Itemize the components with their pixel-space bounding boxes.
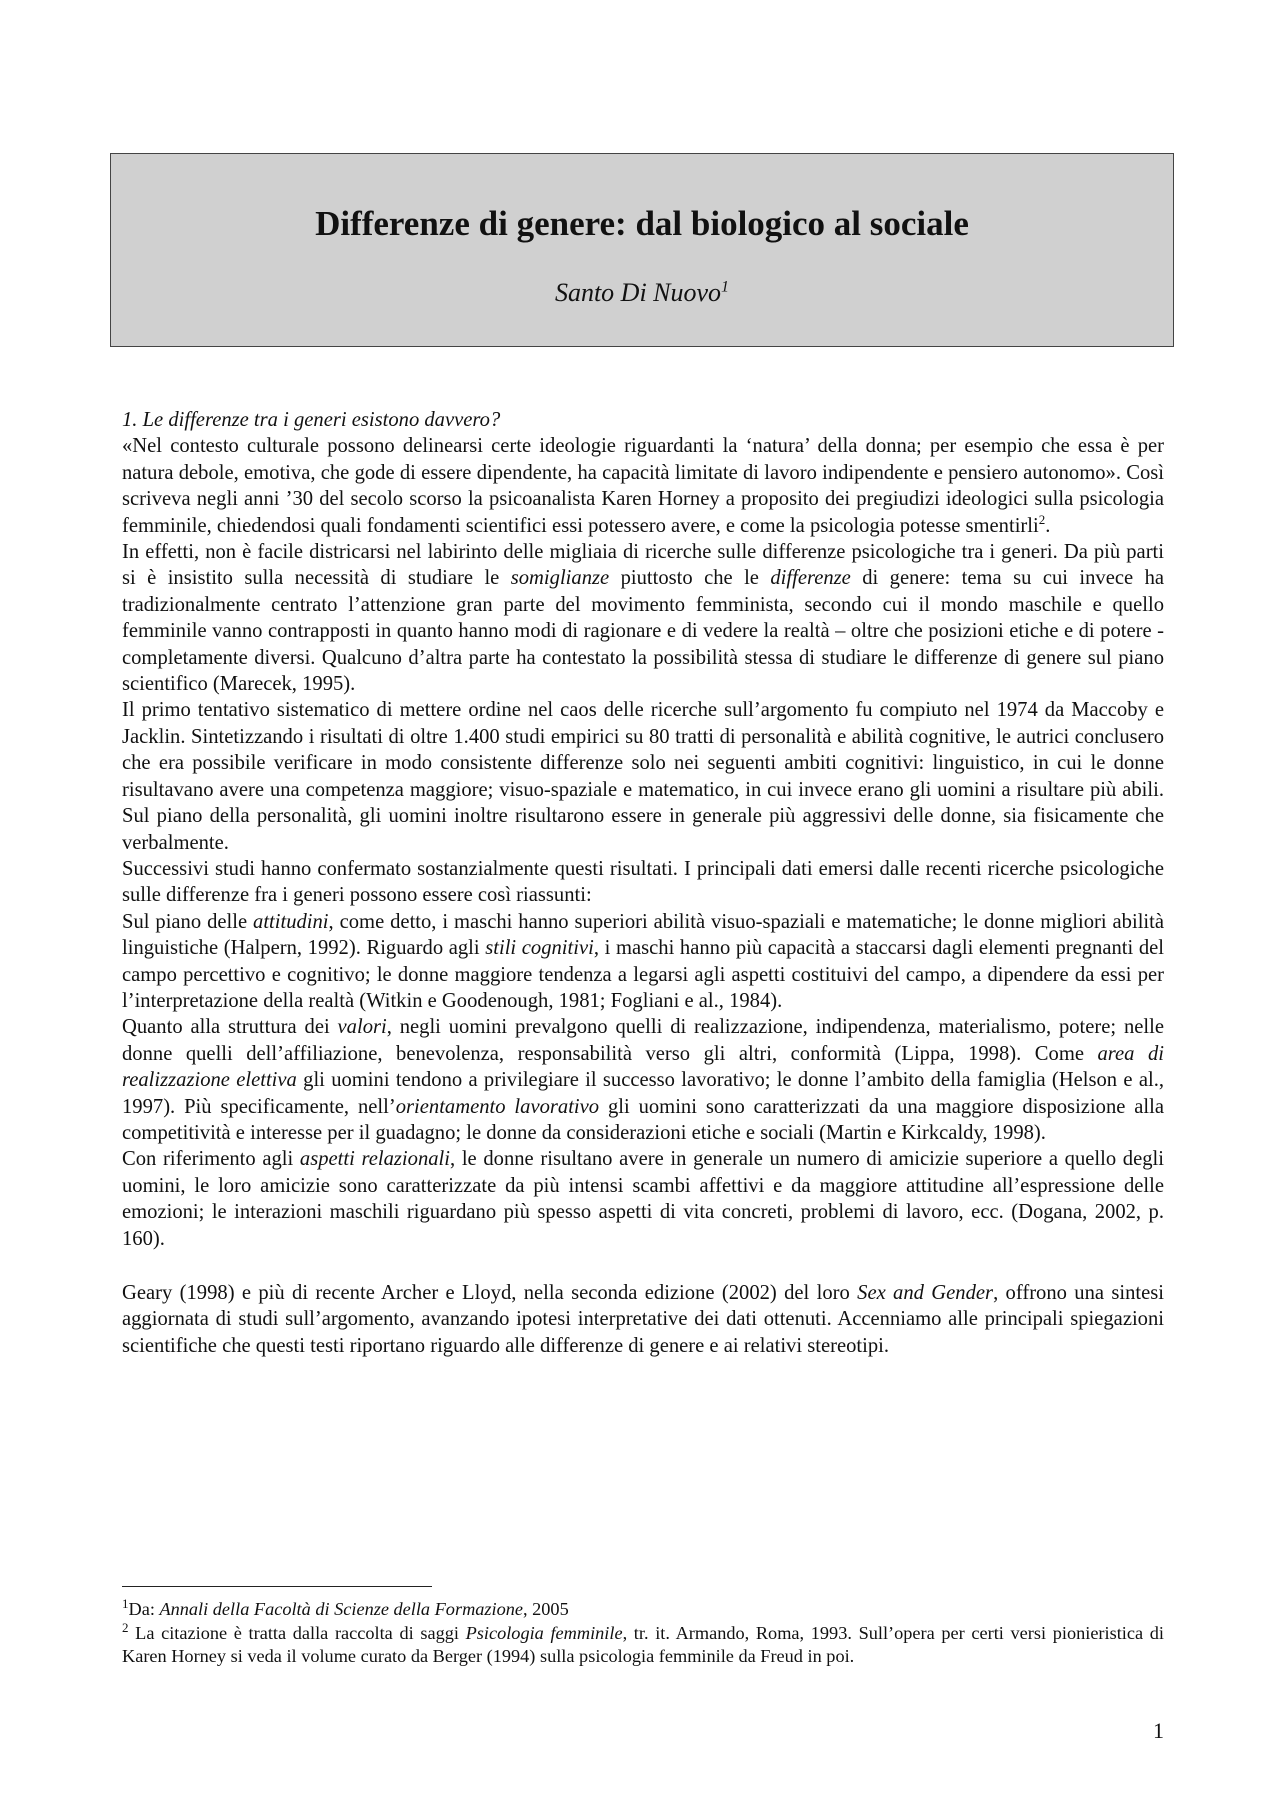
paragraph-4: Successivi studi hanno confermato sostanzialmente questi risultati. I principali dati emersi dalle recenti ricerche psicologiche sulle differenze fra i generi possono essere così riassunti: [122, 857, 1164, 907]
paragraph-7 [122, 1146, 1164, 1252]
paragraph-5-text-c: , i maschi hanno più capacità a staccarsi dagli elementi pregnanti del campo percettivo e cognitivo; le donne maggiore tendenza a legarsi agli aspetti costituivi del campo, a dipendere da essi per l’interpretazione della realtà (Witkin e Goodenough, 1981; Fogliani e al., 1984). [122, 937, 1165, 1012]
paragraph-1-text: «Nel contesto culturale possono delinearsi certe ideologie riguardanti la ‘natura’ della donna; per esempio che essa è per natura debole, emotiva, che gode di essere dipendente, ha capacità limitate di lavoro indipendente e pensiero autonomo». Così scriveva negli anni ’30 del secolo scorso la psicoanalista Karen Horney a proposito dei pregiudizi ideologici sulla psicologia femminile, chiedendosi quali fondamenti scientifici essi potessero avere, e come la psicologia potesse smentirli [122, 435, 1164, 537]
footnote-2-text-b: , tr. it. Armando, Roma, 1993. Sull’opera per certi versi pionieristica di Karen Horney si veda il volume curato da Berger (1994) sulla psicologia femminile da Freud in poi. [122, 1622, 1164, 1666]
paragraph-8 [122, 1280, 1164, 1359]
paragraph-8-text-b: , offrono una sintesi aggiornata di studi sull’argomento, avanzando ipotesi interpretative dei dati ottenuti. Accenniamo alle principali spiegazioni scientifiche che questi testi riportano riguardo alle differenze di genere e ai relativi stereotipi. [122, 1282, 1164, 1357]
emphasis-attitudini: attitudini [253, 910, 329, 933]
emphasis-stili-cognitivi: stili cognitivi [485, 937, 594, 960]
paragraph-7-text-a: Con riferimento agli [122, 1148, 300, 1171]
body-text [122, 407, 1164, 1359]
footnote-1 [122, 1595, 1164, 1622]
emphasis-somiglianze: somiglianze [510, 567, 610, 590]
paragraph-2-text-a: In effetti, non è facile districarsi nel labirinto delle migliaia di ricerche sulle differenze psicologiche tra i generi. Da più parti si è insistito sulla necessità di studiare le [122, 541, 1164, 590]
author-text: Santo Di Nuovo [554, 278, 722, 307]
paragraph-8-text-a: Geary (1998) e più di recente Archer e Lloyd, nella seconda edizione (2002) del loro [122, 1282, 858, 1304]
paragraph-1 [122, 433, 1164, 539]
footnote-2-text-a: La citazione è tratta dalla raccolta di saggi [128, 1622, 466, 1643]
footnote-ref-2[interactable]: 2 [1038, 511, 1046, 527]
author-name [111, 278, 1173, 308]
paragraph-6 [122, 1014, 1164, 1146]
emphasis-area-realizzazione: area di realizzazione elettiva [122, 1042, 1164, 1092]
title-box [110, 153, 1174, 347]
emphasis-differenze: differenze [770, 567, 851, 590]
footnote-ref-1[interactable]: 1 [721, 278, 730, 296]
footnote-separator [122, 1586, 432, 1587]
paragraph-2-text-b: piuttosto che le [609, 567, 771, 590]
paragraph-5-text-b: , come detto, i maschi hanno superiori abilità visuo-spaziali e matematiche; le donne migliori abilità linguistiche (Halpern, 1992). Riguardo agli [122, 910, 1164, 960]
paragraph-6-text-c: gli uomini tendono a privilegiare il successo lavorativo; le donne l’ambito della famiglia (Helson e al., 1997). Più specificamente, nell’ [122, 1069, 1164, 1118]
footnote-2-book: Psicologia femminile [465, 1622, 623, 1643]
emphasis-aspetti-relazionali: aspetti relazionali [299, 1148, 450, 1171]
emphasis-sex-and-gender: Sex and Gender [857, 1282, 994, 1304]
paragraph-5-text-a: Sul piano delle [122, 910, 254, 933]
paragraph-6-text-a: Quanto alla struttura dei [122, 1016, 338, 1039]
footnotes [122, 1595, 1164, 1669]
paragraph-2 [122, 539, 1164, 697]
paragraph-6-text-b: , negli uomini prevalgono quelli di realizzazione, indipendenza, materialismo, potere; nelle donne quelli dell’affiliazione, benevolenza, responsabilità verso gli altri, conformità (Lippa, 1998). Come [122, 1016, 1164, 1065]
paragraph-3: Il primo tentativo sistematico di mettere ordine nel caos delle ricerche sull’argomento fu compiuto nel 1974 da Maccoby e Jacklin. Sintetizzando i risultati di oltre 1.400 studi empirici su 80 tratti di personalità e abilità cognitive, le autrici conclusero che era possibile verificare in modo consistente differenze solo nei seguenti ambiti cognitivi: linguistico, in cui le donne risultavano avere una competenza maggiore; visuo-spaziale e matematico, in cui invece erano gli uomini a risultare più abili. Sul piano della personalità, gli uomini inoltre risultarono essere in generale più aggressivi delle donne, sia fisicamente che verbalmente. [122, 699, 1164, 854]
paragraph-5 [122, 909, 1164, 1015]
footnote-2-mark: 2 [122, 1619, 129, 1635]
document-title: Differenze di genere: dal biologico al sociale [315, 204, 969, 243]
footnote-1-text-a: Da: [128, 1599, 160, 1619]
footnote-1-source: Annali della Facoltà di Scienze della Formazione [159, 1599, 523, 1619]
footnote-2 [122, 1619, 1164, 1669]
footnote-1-mark: 1 [122, 1595, 129, 1611]
emphasis-orientamento-lavorativo: orientamento lavorativo [395, 1095, 600, 1118]
section-heading: 1. Le differenze tra i generi esistono davvero? [122, 409, 501, 431]
paragraph-7-text-b: , le donne risultano avere in generale un numero di amicizie superiore a quello degli uomini, le loro amicizie sono caratterizzate da più intensi scambi affettivi e da maggiore attitudine all’espressione delle emozioni; le interazioni maschili riguardano più spesso aspetti di vita concreti, problemi di lavoro, ecc. (Dogana, 2002, p. 160). [122, 1148, 1164, 1250]
paragraph-1-end: . [1045, 514, 1051, 537]
emphasis-valori: valori [337, 1016, 387, 1039]
paragraph-gap [122, 1252, 1164, 1280]
paragraph-2-text-c: di genere: tema su cui invece ha tradizionalmente centrato l’attenzione gran parte del movimento femminista, secondo cui il mondo maschile e quello femminile vanno contrapposti in quanto hanno modi di ragionare e di vedere la realtà – oltre che posizioni etiche e di potere - completamente diversi. Qualcuno d’altra parte ha contestato la possibilità stessa di studiare le differenze di genere sul piano scientifico (Marecek, 1995). [122, 567, 1165, 696]
paragraph-6-text-d: gli uomini sono caratterizzati da una maggiore disposizione alla competitività e interesse per il guadagno; le donne da considerazioni etiche e sociali (Martin e Kirkcaldy, 1998). [122, 1095, 1164, 1144]
page-number: 1 [1153, 1718, 1164, 1743]
footnote-1-text-b: , 2005 [523, 1599, 569, 1619]
